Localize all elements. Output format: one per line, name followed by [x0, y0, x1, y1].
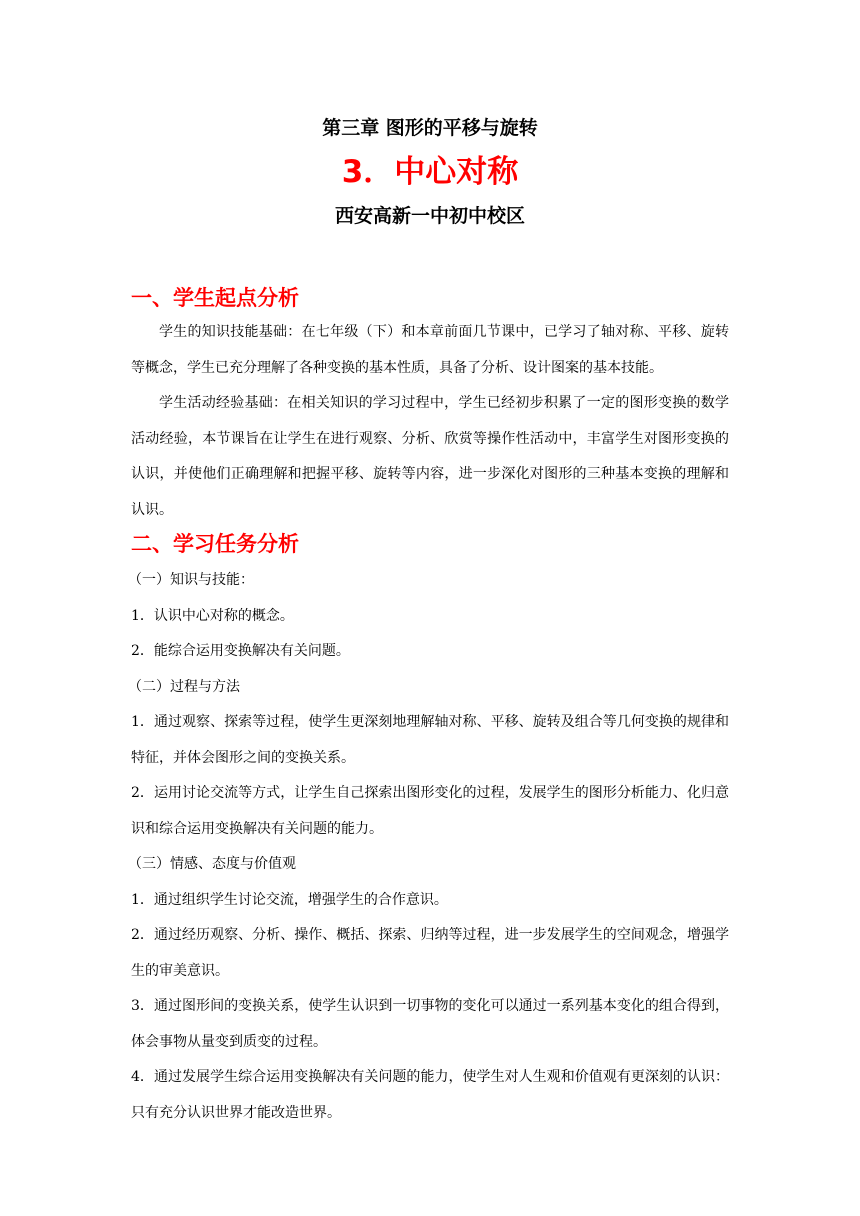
section-heading-task-analysis: 二、学习任务分析 [131, 532, 299, 556]
lesson-title: 3．中心对称 [341, 154, 519, 190]
section-heading-student-analysis: 一、学生起点分析 [131, 286, 299, 310]
list-item: 2．能综合运用变换解决有关问题。 [131, 643, 350, 659]
list-item: 1．通过组织学生讨论交流，增强学生的合作意识。 [131, 892, 448, 908]
list-item: 2．运用讨论交流等方式，让学生自己探索出图形变化的过程，发展学生的图形分析能力、化归意识和综合运用变换解决有关问题的能力。 [131, 785, 729, 837]
subsection-title-knowledge: （一）知识与技能： [128, 572, 254, 588]
paragraph-knowledge-skills: 学生的知识技能基础：在七年级（下）和本章前面几节课中，已学习了轴对称、平移、旋转等概念，学生已充分理解了各种变换的基本性质，具备了分析、设计图案的基本技能。 [131, 324, 729, 376]
list-item: 3．通过图形间的变换关系，使学生认识到一切事物的变化可以通过一系列基本变化的组合得到，体会事物从量变到质变的过程。 [131, 998, 729, 1050]
chapter-title: 第三章 图形的平移与旋转 [322, 117, 538, 139]
paragraph-activity-experience: 学生活动经验基础：在相关知识的学习过程中，学生已经初步积累了一定的图形变换的数学活动经验，本节课旨在让学生在进行观察、分析、欣赏等操作性活动中，丰富学生对图形变换的认识，并使他们正确理解和把握平移、旋转等内容，进一步深化对图形的三种基本变换的理解和认识。 [131, 395, 729, 518]
list-item: 1．认识中心对称的概念。 [131, 608, 294, 624]
school-name: 西安高新一中初中校区 [334, 205, 525, 227]
subsection-title-emotion: （三）情感、态度与价值观 [128, 856, 296, 872]
list-item: 4．通过发展学生综合运用变换解决有关问题的能力，使学生对人生观和价值观有更深刻的认识：只有充分认识世界才能改造世界。 [131, 1069, 729, 1121]
list-item: 1．通过观察、探索等过程，使学生更深刻地理解轴对称、平移、旋转及组合等几何变换的规律和特征，并体会图形之间的变换关系。 [131, 714, 729, 766]
subsection-title-process: （二）过程与方法 [128, 679, 240, 695]
list-item: 2．通过经历观察、分析、操作、概括、探索、归纳等过程，进一步发展学生的空间观念，增强学生的审美意识。 [131, 927, 729, 979]
